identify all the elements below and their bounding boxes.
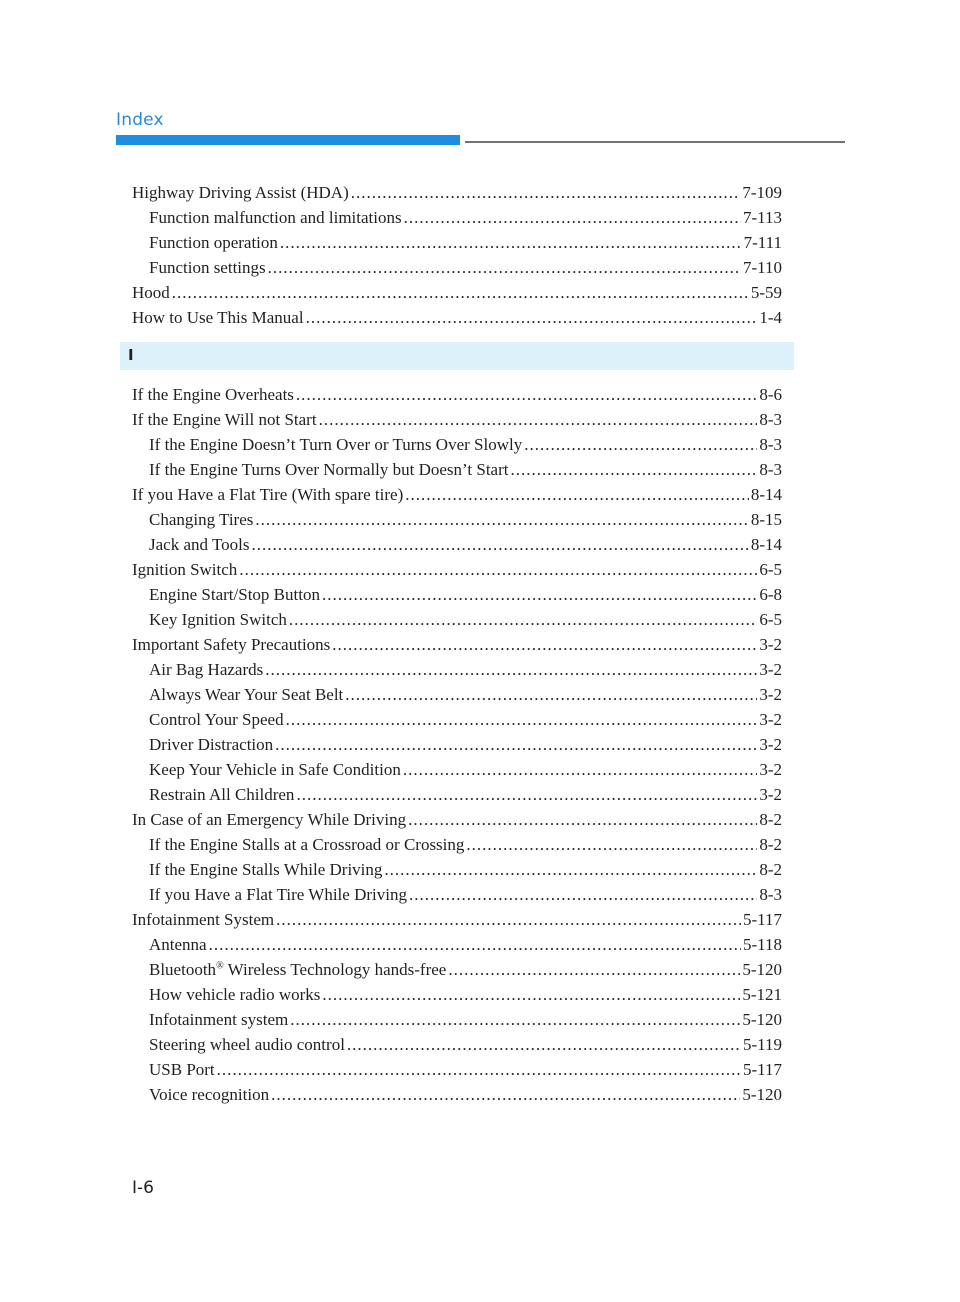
entry-label: Important Safety Precautions	[132, 635, 331, 654]
entry-page-ref: 6-5	[759, 560, 782, 579]
entry-page-ref: 8-14	[750, 535, 782, 554]
dot-leader	[209, 932, 741, 957]
entry-page-ref: 5-120	[742, 1010, 782, 1029]
dot-leader	[265, 657, 757, 682]
entry-page-ref: 3-2	[759, 760, 782, 779]
entry-label: Changing Tires	[149, 510, 254, 529]
index-subentry	[132, 707, 782, 732]
index-subentry	[132, 882, 782, 907]
dot-leader	[289, 607, 757, 632]
index-subentry	[132, 1007, 782, 1032]
registered-mark: ®	[216, 960, 224, 972]
dot-leader	[251, 532, 748, 557]
index-subentry	[132, 1032, 782, 1057]
section-band	[120, 342, 794, 370]
index-subentry	[132, 657, 782, 682]
entry-label: Key Ignition Switch	[149, 610, 287, 629]
entry-label: Function settings	[149, 258, 266, 277]
entry-label: Steering wheel audio control	[149, 1035, 345, 1054]
entry-label: Ignition Switch	[132, 560, 238, 579]
entry-label: Driver Distraction	[149, 735, 274, 754]
entry-page-ref: 1-4	[759, 308, 782, 327]
dot-leader	[403, 757, 757, 782]
entry-page-ref: 3-2	[759, 710, 782, 729]
header-rule	[465, 141, 845, 143]
dot-leader	[172, 280, 749, 305]
index-entry	[132, 305, 782, 330]
dot-leader	[306, 305, 758, 330]
dot-leader	[332, 632, 757, 657]
index-entry	[132, 907, 782, 932]
dot-leader	[408, 807, 757, 832]
entry-page-ref: 7-109	[742, 183, 782, 202]
dot-leader	[271, 1082, 740, 1107]
index-subentry	[132, 682, 782, 707]
index-entry	[132, 407, 782, 432]
dot-leader	[275, 732, 757, 757]
index-subentry	[132, 230, 782, 255]
index-entries	[128, 180, 782, 1107]
dot-leader	[345, 682, 757, 707]
entry-label: Function malfunction and limitations	[149, 208, 402, 227]
dot-leader	[510, 457, 757, 482]
index-entry	[132, 807, 782, 832]
entry-label: If the Engine Doesn’t Turn Over or Turns Over Slowly	[149, 435, 523, 454]
entry-page-ref: 5-120	[742, 1085, 782, 1104]
entry-label-text: Bluetooth	[149, 960, 217, 979]
dot-leader	[404, 205, 741, 230]
entry-page-ref: 6-8	[759, 585, 782, 604]
index-subentry	[132, 432, 782, 457]
entry-page-ref: 5-119	[742, 1035, 782, 1054]
entry-label: How to Use This Manual	[132, 308, 304, 327]
entry-page-ref: 8-3	[759, 410, 782, 429]
header-rule-accent	[116, 135, 460, 145]
index-group-i	[132, 382, 782, 1107]
entry-page-ref: 7-113	[742, 208, 782, 227]
dot-leader	[276, 907, 741, 932]
entry-label: Hood	[132, 283, 170, 302]
entry-page-ref: 3-2	[759, 685, 782, 704]
entry-label: Keep Your Vehicle in Safe Condition	[149, 760, 401, 779]
entry-label: In Case of an Emergency While Driving	[132, 810, 407, 829]
entry-label: Always Wear Your Seat Belt	[149, 685, 344, 704]
dot-leader	[448, 957, 740, 982]
dot-leader	[409, 882, 757, 907]
entry-label: Restrain All Children	[149, 785, 295, 804]
dot-leader	[217, 1057, 741, 1082]
section-header-title: Index	[116, 110, 164, 130]
entry-page-ref: 8-3	[759, 460, 782, 479]
entry-page-ref: 5-121	[742, 985, 782, 1004]
dot-leader	[322, 582, 757, 607]
entry-label: Function operation	[149, 233, 278, 252]
index-subentry	[132, 532, 782, 557]
index-subentry	[132, 832, 782, 857]
dot-leader	[405, 482, 749, 507]
entry-label: USB Port	[149, 1060, 215, 1079]
entry-label: Infotainment System	[132, 910, 275, 929]
index-entry	[132, 280, 782, 305]
index-subentry	[132, 582, 782, 607]
dot-leader	[280, 230, 742, 255]
index-entry	[132, 482, 782, 507]
index-subentry	[132, 857, 782, 882]
entry-label: Antenna	[149, 935, 207, 954]
entry-page-ref: 8-15	[750, 510, 782, 529]
index-entry	[132, 180, 782, 205]
entry-page-ref: 8-3	[759, 885, 782, 904]
entry-label: Highway Driving Assist (HDA)	[132, 183, 349, 202]
dot-leader	[319, 407, 758, 432]
index-subentry	[132, 982, 782, 1007]
index-subentry	[132, 932, 782, 957]
entry-page-ref: 5-118	[742, 935, 782, 954]
entry-page-ref: 8-2	[759, 810, 782, 829]
entry-label: If the Engine Stalls While Driving	[149, 860, 383, 879]
page-number: I-6	[132, 1178, 154, 1198]
dot-leader	[524, 432, 757, 457]
entry-page-ref: 8-3	[759, 435, 782, 454]
index-entry	[132, 382, 782, 407]
entry-label: Engine Start/Stop Button	[149, 585, 320, 604]
index-subentry	[132, 957, 782, 982]
entry-label-text: Wireless Technology hands-free	[223, 960, 447, 979]
dot-leader	[351, 180, 741, 205]
entry-page-ref: 8-14	[750, 485, 782, 504]
index-entry	[132, 557, 782, 582]
index-group-h	[132, 180, 782, 330]
entry-page-ref: 3-2	[759, 735, 782, 754]
entry-page-ref: 8-2	[759, 860, 782, 879]
dot-leader	[384, 857, 757, 882]
index-subentry	[132, 457, 782, 482]
entry-label: Jack and Tools	[149, 535, 250, 554]
index-subentry	[132, 732, 782, 757]
index-subentry	[132, 782, 782, 807]
entry-label: Voice recognition	[149, 1085, 270, 1104]
entry-page-ref: 6-5	[759, 610, 782, 629]
entry-page-ref: 5-117	[742, 910, 782, 929]
entry-page-ref: 8-6	[759, 385, 782, 404]
entry-label: How vehicle radio works	[149, 985, 321, 1004]
entry-label	[149, 957, 446, 982]
dot-leader	[268, 255, 741, 280]
entry-label: If you Have a Flat Tire While Driving	[149, 885, 407, 904]
entry-page-ref: 7-110	[742, 258, 782, 277]
dot-leader	[286, 707, 758, 732]
dot-leader	[290, 1007, 740, 1032]
index-subentry	[132, 1057, 782, 1082]
entry-label: Infotainment system	[149, 1010, 289, 1029]
dot-leader	[296, 382, 757, 407]
dot-leader	[296, 782, 757, 807]
entry-label: If you Have a Flat Tire (With spare tire)	[132, 485, 404, 504]
index-subentry	[132, 1082, 782, 1107]
index-subentry	[132, 255, 782, 280]
dot-leader	[466, 832, 757, 857]
section-letter: I	[128, 346, 134, 364]
entry-page-ref: 5-59	[750, 283, 782, 302]
entry-label: If the Engine Stalls at a Crossroad or Crossing	[149, 835, 465, 854]
entry-page-ref: 8-2	[759, 835, 782, 854]
entry-page-ref: 5-120	[742, 960, 782, 979]
index-subentry	[132, 205, 782, 230]
index-subentry	[132, 507, 782, 532]
entry-page-ref: 5-117	[742, 1060, 782, 1079]
entry-page-ref: 3-2	[759, 635, 782, 654]
index-subentry	[132, 607, 782, 632]
index-entry	[132, 632, 782, 657]
entry-label: If the Engine Overheats	[132, 385, 294, 404]
dot-leader	[239, 557, 757, 582]
entry-page-ref: 7-111	[743, 233, 782, 252]
entry-page-ref: 3-2	[759, 785, 782, 804]
entry-label: If the Engine Will not Start	[132, 410, 317, 429]
dot-leader	[255, 507, 748, 532]
entry-label: Control Your Speed	[149, 710, 284, 729]
entry-label: If the Engine Turns Over Normally but Doesn’t Start	[149, 460, 509, 479]
entry-page-ref: 3-2	[759, 660, 782, 679]
entry-label: Air Bag Hazards	[149, 660, 264, 679]
dot-leader	[322, 982, 740, 1007]
dot-leader	[347, 1032, 741, 1057]
index-subentry	[132, 757, 782, 782]
